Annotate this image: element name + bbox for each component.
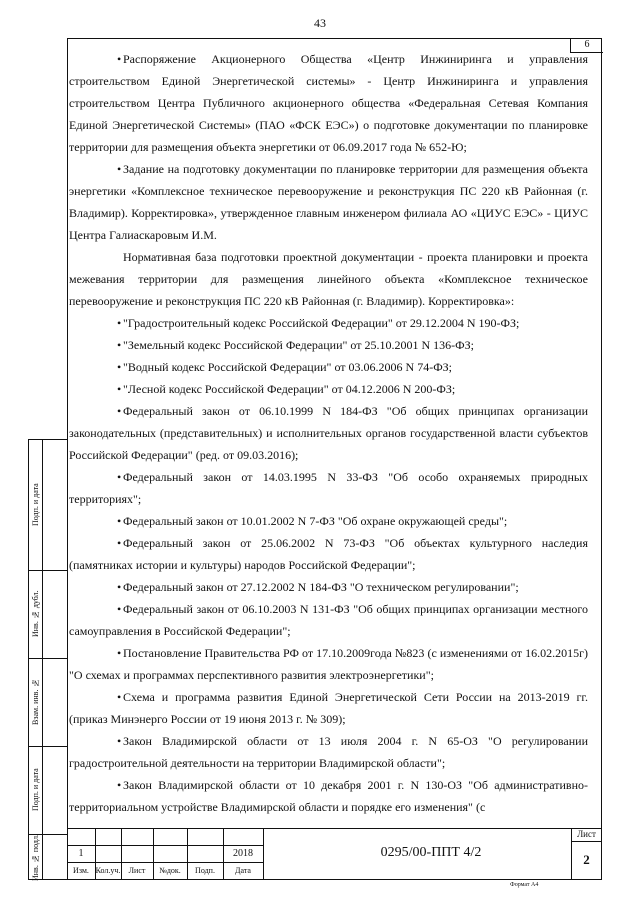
sheet-number-top: 6 <box>570 38 603 53</box>
title-block <box>67 828 602 880</box>
bullet-icon: • <box>117 360 122 374</box>
bullet-icon: • <box>117 734 122 748</box>
page-number: 43 <box>314 16 326 30</box>
bullet-item <box>69 48 588 158</box>
bullet-item <box>69 400 588 466</box>
sheet-number: 2 <box>583 852 590 867</box>
bullet-item <box>69 378 588 400</box>
bullet-item <box>69 312 588 334</box>
bullet-icon: • <box>117 470 122 484</box>
bullet-icon: • <box>117 580 122 594</box>
bullet-icon: • <box>117 404 122 418</box>
format-label: Формат А4 <box>510 882 539 888</box>
bullet-item <box>69 532 588 576</box>
bullet-text: Схема и программа развития Единой Энергетической Сети России на 2013-2019 гг. (приказ Минэнерго России от 19 июня 2013 г. № 309); <box>69 690 588 726</box>
bullet-text: "Градостроительный кодекс Российской Федерации" от 29.12.2004 N 190-ФЗ; <box>123 316 520 330</box>
bullet-item <box>69 730 588 774</box>
bullet-text: Федеральный закон от 14.03.1995 N 33-ФЗ "Об особо охраняемых природных территориях"; <box>69 470 588 506</box>
paragraph: Нормативная база подготовки проектной документации - проекта планировки и проекта межевания территории для размещения линейного объекта «Комплексное техническое перевооружение и реконструкция ПС 220 кВ Районная (г. Владимир). Корректировка»: <box>69 250 588 308</box>
bullet-text: "Земельный кодекс Российской Федерации" от 25.10.2001 N 136-ФЗ; <box>123 338 474 352</box>
header-ndoc: №док. <box>159 866 181 875</box>
bullet-icon: • <box>117 536 122 550</box>
bullet-text: Закон Владимирской области от 13 июля 2004 г. N 65-ОЗ "О регулировании градостроительной деятельности на территории Владимирской области"; <box>69 734 588 770</box>
bullet-icon: • <box>117 778 122 792</box>
side-stamp <box>28 439 67 880</box>
sheet-label: Лист <box>577 829 596 839</box>
bullet-item <box>69 576 588 598</box>
document-body <box>69 48 588 818</box>
bullet-icon: • <box>117 316 122 330</box>
bullet-item <box>69 356 588 378</box>
header-list: Лист <box>128 866 146 875</box>
bullet-text: "Лесной кодекс Российской Федерации" от 04.12.2006 N 200-ФЗ; <box>123 382 456 396</box>
side-label-sign-date-2: Подп. и дата <box>31 768 40 812</box>
bullet-icon: • <box>117 690 122 704</box>
bullet-item <box>69 686 588 730</box>
bullet-text: Задание на подготовку документации по планировке территории для размещения объекта энергетики «Комплексное техническое перевооружение и реконструкция ПС 220 кВ Районная (г. Владимир). Корректировка», утвержденное главным инженером филиала АО «ЦИУС ЕЭС» - ЦИУС Центра Галиаскаровым И.М. <box>69 162 588 242</box>
rev-value: 1 <box>78 848 84 859</box>
bullet-text: "Водный кодекс Российской Федерации" от 03.06.2006 N 74-ФЗ; <box>123 360 453 374</box>
header-date: Дата <box>235 866 251 875</box>
header-podp: Подп. <box>195 866 215 875</box>
bullet-text: Закон Владимирской области от 10 декабря 2001 г. N 130-ОЗ "Об административно-территориальном устройстве Владимирской области и порядке его изменения" (с <box>69 778 588 814</box>
bullet-text: Федеральный закон от 10.01.2002 N 7-ФЗ "Об охране окружающей среды"; <box>123 514 508 528</box>
side-label-inv-dubl: Инв. № дубл. <box>31 590 40 638</box>
bullet-text: Распоряжение Акционерного Общества «Центр Инжиниринга и управления строительством Единой Энергетической системы» - Центр Инжиниринга и управления строительством Центра Публичного акционерного общества «Федеральная Сетевая Компания Единой Энергетической Системы» (ПАО «ФСК ЕЭС») о подготовке документации по планировке территории для размещения объекта энергетики от 06.09.2017 года № 652-Ю; <box>69 52 588 154</box>
bullet-item <box>69 334 588 356</box>
year-value: 2018 <box>233 848 253 859</box>
bullet-text: Федеральный закон от 27.12.2002 N 184-ФЗ "О техническом регулировании"; <box>123 580 519 594</box>
bullet-text: Федеральный закон от 06.10.2003 N 131-ФЗ "Об общих принципах организации местного самоуправления в Российской Федерации"; <box>69 602 588 638</box>
bullet-icon: • <box>117 602 122 616</box>
bullet-item <box>69 642 588 686</box>
bullet-icon: • <box>117 52 122 66</box>
bullet-icon: • <box>117 382 122 396</box>
header-kolvo: Кол.уч. <box>95 866 121 875</box>
bullet-item <box>69 466 588 510</box>
document-code: 0295/00-ППТ 4/2 <box>380 845 482 860</box>
header-izm: Изм. <box>73 866 89 875</box>
bullet-text: Федеральный закон от 06.10.1999 N 184-ФЗ "Об общих принципах организации законодательных (представительных) и исполнительных органов государственной власти субъектов Российской Федерации" (ред. от 09.03.2016); <box>69 404 588 462</box>
side-label-inv-podl: Инв. № подл. <box>31 834 40 881</box>
bullet-item <box>69 774 588 818</box>
bullet-text: Постановление Правительства РФ от 17.10.2009года №823 (с изменениями от 16.02.2015г) "О схемах и программах перспективного развития электроэнергетики"; <box>69 646 588 682</box>
bullet-item <box>69 158 588 246</box>
bullet-icon: • <box>117 646 122 660</box>
bullet-item <box>69 598 588 642</box>
bullet-icon: • <box>117 514 122 528</box>
bullet-text: Федеральный закон от 25.06.2002 N 73-ФЗ "Об объектах культурного наследия (памятниках истории и культуры) народов Российской Федерации"; <box>69 536 588 572</box>
bullet-icon: • <box>117 162 122 176</box>
bullet-icon: • <box>117 338 122 352</box>
bullet-item <box>69 510 588 532</box>
side-label-sign-date-1: Подп. и дата <box>31 483 40 527</box>
side-label-vzam-inv: Взам. инв. № <box>31 678 40 726</box>
